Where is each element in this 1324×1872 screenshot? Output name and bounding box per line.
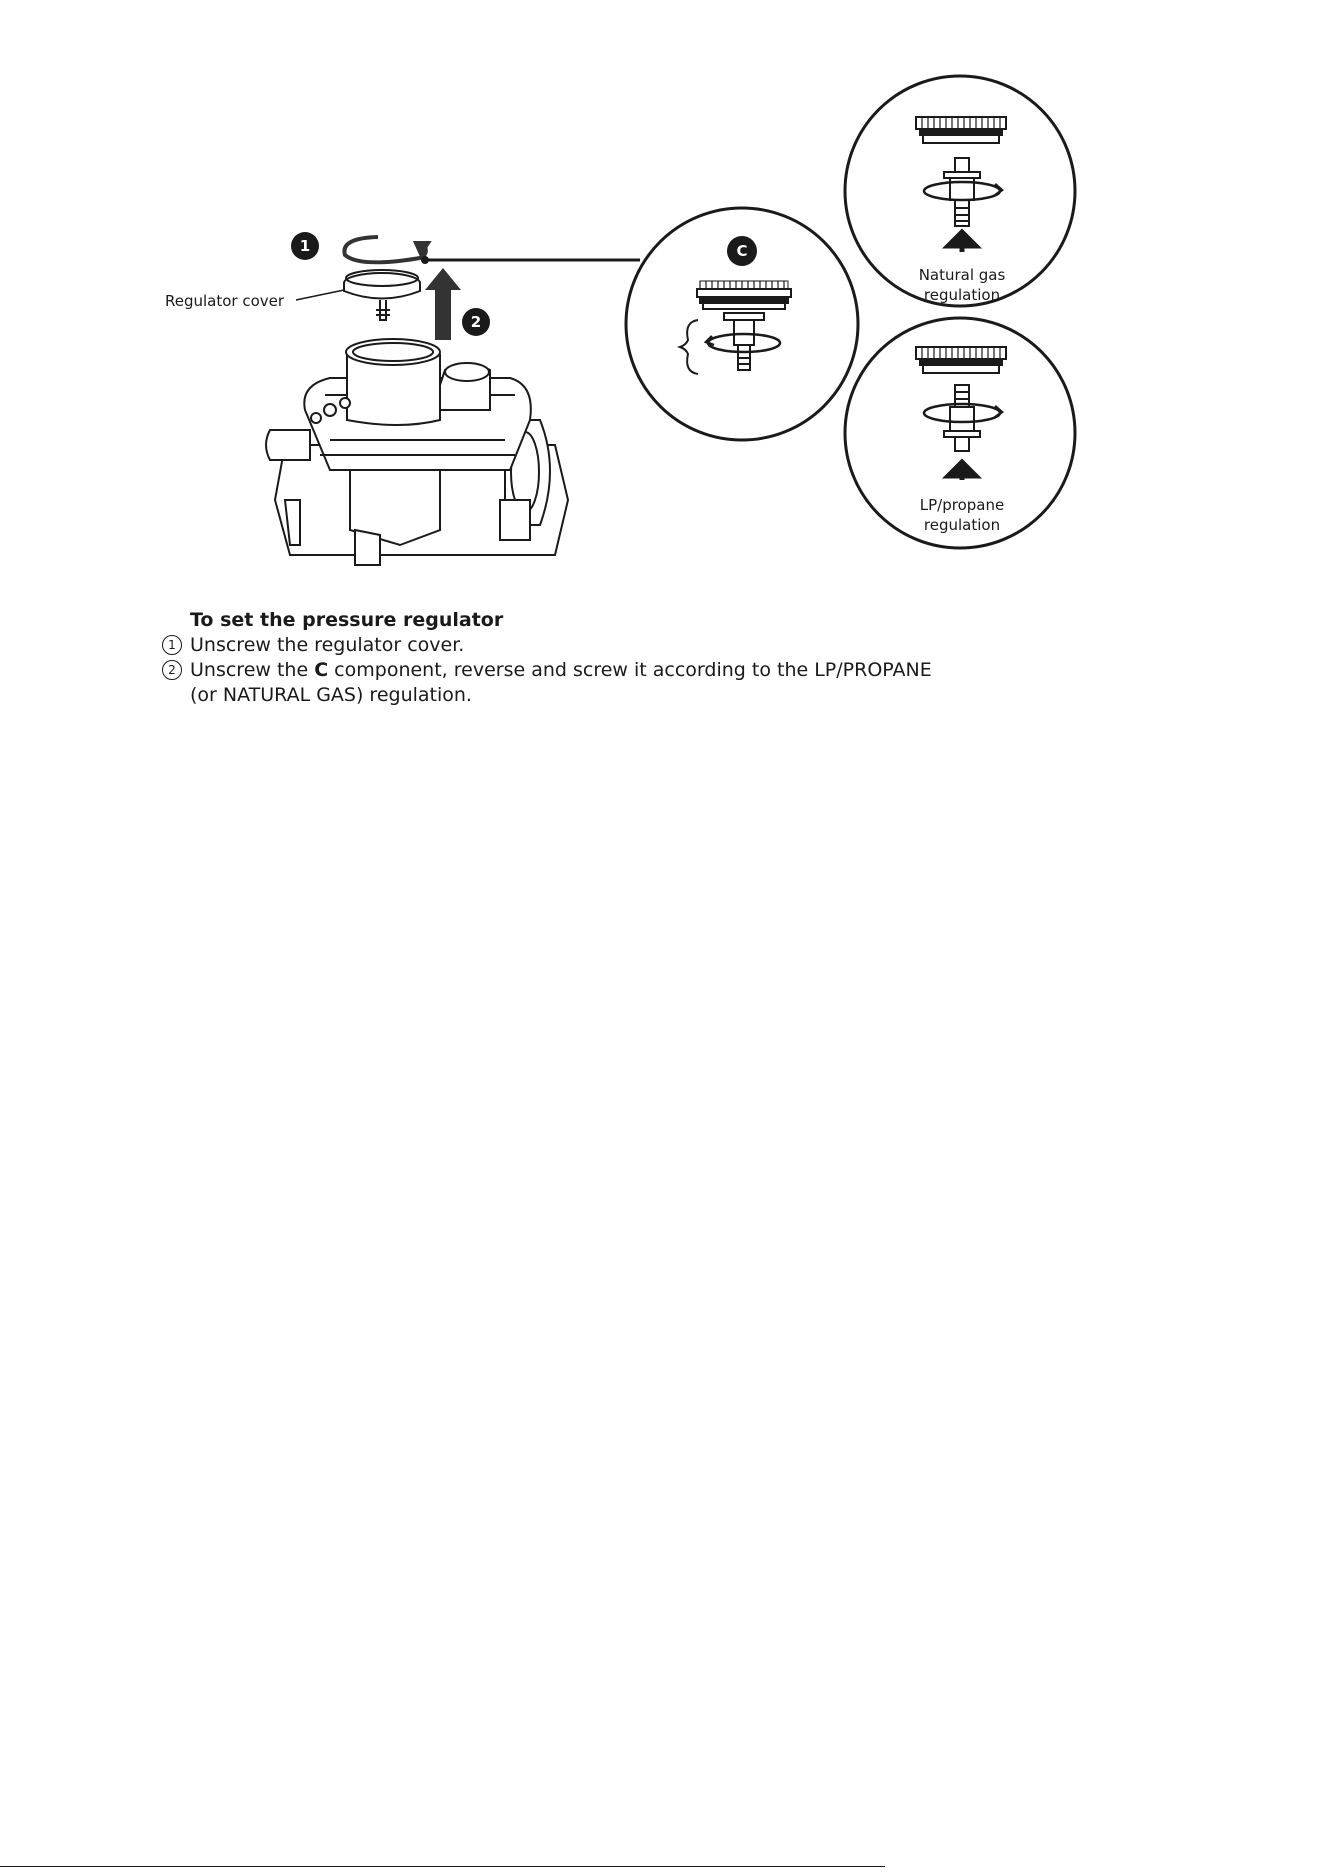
regulator-setting-figure bbox=[0, 0, 1324, 600]
lp-propane-label-line2: regulation bbox=[923, 516, 1001, 534]
step-2-text-line2: (or NATURAL GAS) regulation. bbox=[190, 684, 472, 706]
step-1-text: Unscrew the regulator cover. bbox=[190, 634, 465, 656]
step-2-text-before: Unscrew the bbox=[190, 659, 315, 681]
step-2-badge bbox=[462, 308, 490, 336]
step-2-text bbox=[190, 658, 1050, 708]
detail-connector-line bbox=[421, 256, 640, 264]
regulator-cover-leader bbox=[296, 290, 344, 300]
regulator-body-illustration bbox=[266, 339, 568, 565]
natural-gas-detail bbox=[845, 76, 1075, 306]
instructions-title: To set the pressure regulator bbox=[190, 609, 504, 631]
svg-text:2: 2 bbox=[470, 313, 482, 331]
step-2-number: 2 bbox=[162, 660, 182, 680]
natural-gas-label-line2: regulation bbox=[923, 286, 1001, 304]
lp-propane-detail bbox=[845, 318, 1075, 548]
step-1-badge bbox=[291, 232, 319, 260]
step-2-text-after: component, reverse and screw it according to the LP/PROPANE bbox=[328, 659, 932, 681]
regulator-cover-label: Regulator cover bbox=[165, 292, 285, 310]
component-c-detail bbox=[626, 208, 858, 440]
footer-rule bbox=[0, 1866, 885, 1867]
svg-text:1: 1 bbox=[299, 237, 311, 255]
lp-propane-label-line1: LP/propane bbox=[919, 496, 1005, 514]
regulator-cover-illustration bbox=[344, 270, 420, 320]
lift-arrow-icon bbox=[425, 268, 461, 340]
rotate-arrow-icon bbox=[344, 237, 428, 262]
natural-gas-label-line1: Natural gas bbox=[918, 266, 1006, 284]
step-2-component-name: C bbox=[314, 659, 329, 681]
component-c-badge-label: C bbox=[736, 242, 748, 260]
step-1-number: 1 bbox=[162, 635, 182, 655]
